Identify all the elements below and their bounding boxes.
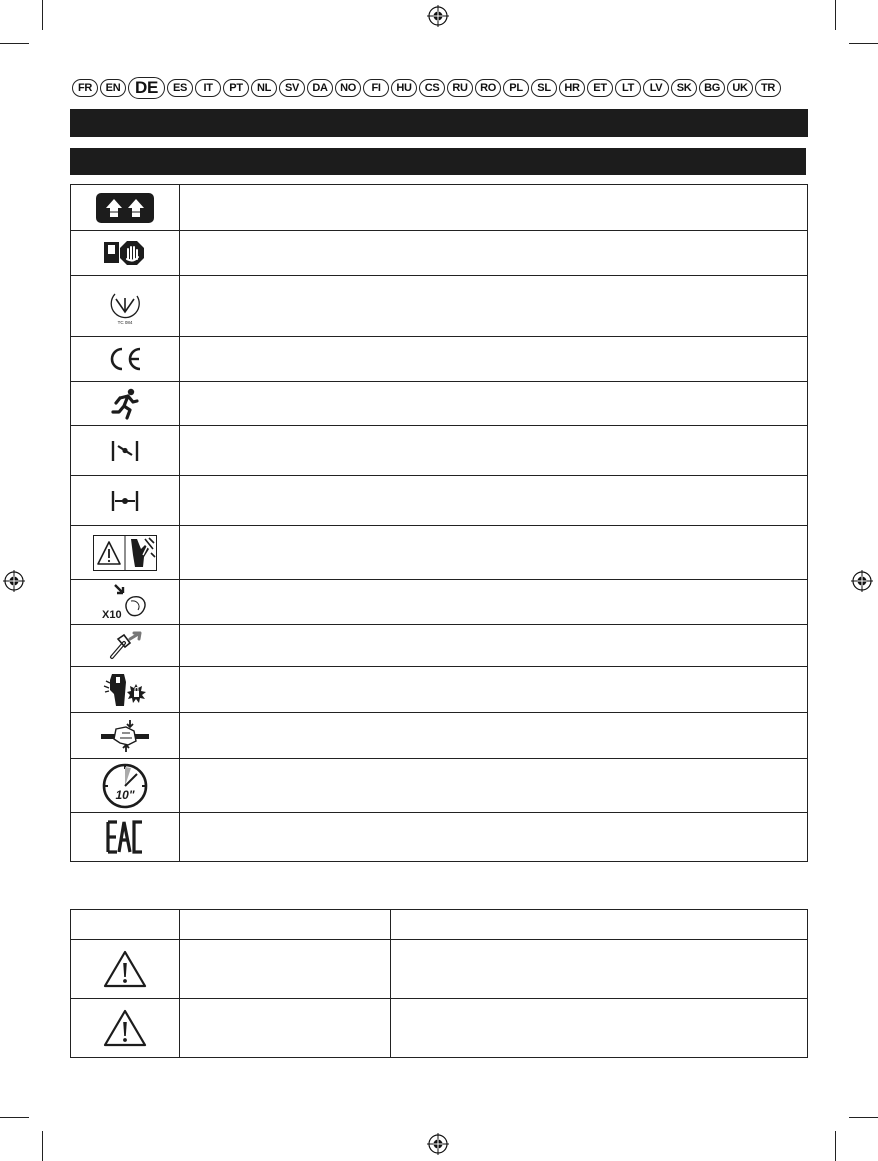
symbol-row [71, 625, 808, 667]
symbol-icon-cell [71, 337, 180, 382]
symbol-icon-cell [71, 526, 180, 580]
warning-triangle-icon [102, 1008, 148, 1048]
language-pill-tr[interactable]: TR [755, 79, 781, 97]
language-pill-uk[interactable]: UK [727, 79, 753, 97]
table-header-cell [391, 910, 808, 940]
symbol-description [180, 276, 808, 337]
symbol-description [180, 526, 808, 580]
table-term-cell [180, 999, 391, 1058]
language-selector [72, 78, 783, 98]
language-pill-pt[interactable]: PT [223, 79, 249, 97]
language-pill-lt[interactable]: LT [615, 79, 641, 97]
symbol-description [180, 337, 808, 382]
language-pill-hu[interactable]: HU [391, 79, 417, 97]
registration-mark-icon [851, 570, 873, 592]
symbol-caption: 10" [115, 787, 135, 802]
symbol-description [180, 231, 808, 276]
crop-mark [42, 1131, 43, 1161]
symbol-description [180, 185, 808, 231]
registration-mark-icon [427, 1133, 449, 1155]
symbol-description [180, 667, 808, 713]
symbol-row [71, 231, 808, 276]
language-pill-da[interactable]: DA [307, 79, 333, 97]
symbol-row [71, 813, 808, 862]
symbol-row [71, 580, 808, 625]
symbol-icon-cell [71, 382, 180, 426]
language-pill-et[interactable]: ET [587, 79, 613, 97]
hand-tool-burst-icon [102, 672, 148, 708]
language-pill-fi[interactable]: FI [363, 79, 389, 97]
symbol-icon-cell [71, 713, 180, 759]
crop-mark [835, 1131, 836, 1161]
symbol-row [71, 276, 808, 337]
press-x10-icon [101, 583, 149, 621]
language-pill-sk[interactable]: SK [671, 79, 697, 97]
registration-mark-icon [3, 570, 25, 592]
language-pill-ru[interactable]: RU [447, 79, 473, 97]
symbol-icon-cell [71, 231, 180, 276]
eac-mark-icon [106, 820, 144, 854]
symbol-caption: X10 [102, 609, 122, 621]
symbol-description [180, 476, 808, 526]
language-pill-lv[interactable]: LV [643, 79, 669, 97]
warning-triangle-icon [102, 949, 148, 989]
warning-hand-hazard-icon [93, 535, 157, 571]
table-header-cell [180, 910, 391, 940]
language-pill-fr[interactable]: FR [72, 79, 98, 97]
symbol-icon-cell [71, 185, 180, 231]
language-pill-cs[interactable]: CS [419, 79, 445, 97]
symbol-icon-cell [71, 276, 180, 337]
stopwatch-10s-icon [101, 762, 149, 810]
symbols-table [70, 184, 808, 862]
table-row [71, 999, 808, 1058]
symbol-row [71, 759, 808, 813]
symbol-description [180, 813, 808, 862]
language-pill-sv[interactable]: SV [279, 79, 305, 97]
arrows-up-box-icon [96, 193, 154, 223]
table-row [71, 940, 808, 999]
table-icon-cell [71, 940, 180, 999]
symbol-description [180, 382, 808, 426]
table-header-row [71, 910, 808, 940]
symbol-description [180, 426, 808, 476]
language-pill-de[interactable]: DE [128, 77, 165, 99]
symbol-description [180, 713, 808, 759]
language-pill-pl[interactable]: PL [503, 79, 529, 97]
language-pill-en[interactable]: EN [100, 79, 126, 97]
language-pill-es[interactable]: ES [167, 79, 193, 97]
crop-mark [0, 1117, 29, 1118]
language-pill-bg[interactable]: BG [699, 79, 725, 97]
symbol-row [71, 526, 808, 580]
warning-levels-table [70, 909, 808, 1058]
table-term-cell [180, 940, 391, 999]
language-pill-it[interactable]: IT [195, 79, 221, 97]
table-description-cell [391, 999, 808, 1058]
symbol-row [71, 713, 808, 759]
crop-mark [849, 43, 878, 44]
switch-stop-icon [103, 239, 147, 267]
table-icon-cell [71, 999, 180, 1058]
hammer-arrow-icon [108, 631, 142, 661]
language-pill-sl[interactable]: SL [531, 79, 557, 97]
symbol-icon-cell [71, 625, 180, 667]
trigger-unlocked-icon [111, 490, 139, 512]
crop-mark [849, 1117, 878, 1118]
section-subtitle-bar [70, 148, 806, 175]
symbol-row [71, 185, 808, 231]
symbol-row [71, 426, 808, 476]
symbol-row [71, 476, 808, 526]
crop-mark [0, 43, 29, 44]
pinch-point-icon [100, 719, 150, 753]
symbol-description [180, 759, 808, 813]
symbol-caption: TC 084 [117, 320, 133, 325]
ce-mark-icon [107, 346, 143, 372]
trigger-locked-icon [111, 440, 139, 462]
section-title-bar [70, 109, 808, 137]
crop-mark [42, 0, 43, 30]
registration-mark-icon [427, 5, 449, 27]
table-header-cell [71, 910, 180, 940]
symbol-icon-cell [71, 426, 180, 476]
symbol-icon-cell [71, 667, 180, 713]
symbol-row [71, 667, 808, 713]
table-description-cell [391, 940, 808, 999]
symbol-row [71, 382, 808, 426]
symbol-icon-cell [71, 759, 180, 813]
symbol-icon-cell [71, 476, 180, 526]
language-pill-nl[interactable]: NL [251, 79, 277, 97]
language-pill-no[interactable]: NO [335, 79, 361, 97]
symbol-icon-cell [71, 580, 180, 625]
language-pill-ro[interactable]: RO [475, 79, 501, 97]
running-person-icon [111, 388, 139, 420]
language-pill-hr[interactable]: HR [559, 79, 585, 97]
symbol-description [180, 625, 808, 667]
symbol-icon-cell [71, 813, 180, 862]
ukrainian-conformity-icon [107, 286, 143, 326]
symbol-row [71, 337, 808, 382]
symbol-description [180, 580, 808, 625]
crop-mark [835, 0, 836, 30]
